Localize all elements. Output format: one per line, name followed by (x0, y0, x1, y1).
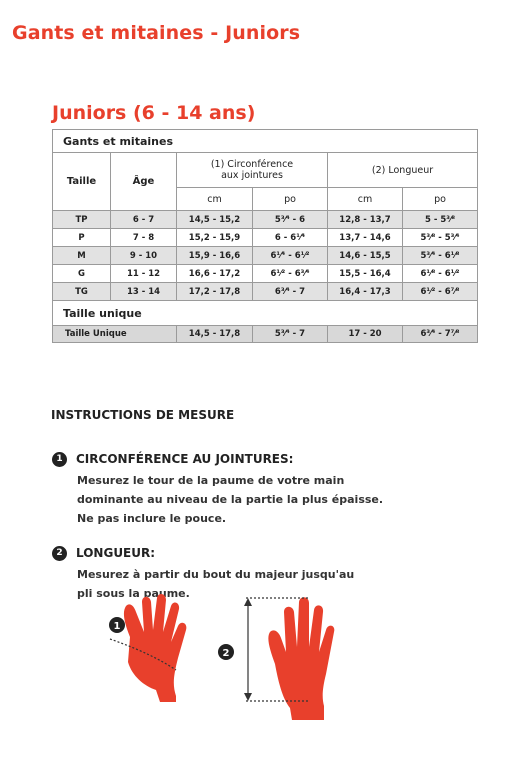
cell-circ-cm: 16,6 - 17,2 (177, 265, 253, 283)
page-title: Gants et mitaines - Juniors (12, 22, 301, 44)
col-header-circumference-line2: aux jointures (221, 170, 283, 181)
unit-po-circ: po (253, 188, 328, 211)
cell-size: P (53, 229, 111, 247)
step-2-number-badge: 2 (52, 546, 67, 561)
step-1-number-badge: 1 (52, 452, 67, 467)
cell-age: 13 - 14 (111, 283, 177, 301)
cell-len-po: 6¹⁄⁸ - 6¹⁄² (403, 265, 478, 283)
step-2-title: LONGUEUR: (76, 546, 156, 560)
cell-len-cm: 16,4 - 17,3 (328, 283, 403, 301)
group-label: Gants et mitaines (53, 130, 478, 153)
cell-len-po: 6¹⁄² - 6⁷⁄⁸ (403, 283, 478, 301)
unit-cm-length: cm (328, 188, 403, 211)
table-row (53, 229, 478, 247)
cell-age: 6 - 7 (111, 211, 177, 229)
step-1-line: Mesurez le tour de la paume de votre main (77, 474, 345, 487)
instructions-heading: INSTRUCTIONS DE MESURE (51, 408, 235, 422)
table-group-row-unique (53, 301, 478, 326)
cell-circ-po: 6¹⁄⁴ - 6¹⁄² (253, 247, 328, 265)
section-title: Juniors (6 - 14 ans) (52, 102, 256, 124)
cell-len-cm: 15,5 - 16,4 (328, 265, 403, 283)
col-header-size: Taille (53, 153, 111, 211)
cell-size: TG (53, 283, 111, 301)
col-header-length: (2) Longueur (328, 153, 478, 188)
cell-circ-po: 6 - 6¹⁄⁴ (253, 229, 328, 247)
col-header-circumference-line1: (1) Circonférence (210, 159, 294, 170)
step-1-description (77, 471, 383, 528)
size-chart-table (52, 129, 478, 343)
step-2-line: pli sous la paume. (77, 587, 190, 600)
step-1-line: Ne pas inclure le pouce. (77, 512, 227, 525)
cell-size: M (53, 247, 111, 265)
cell-len-cm: 14,6 - 15,5 (328, 247, 403, 265)
cell-age: 11 - 12 (111, 265, 177, 283)
cell-len-cm: 17 - 20 (328, 326, 403, 343)
length-arrow-up (244, 598, 252, 606)
step-1-title: CIRCONFÉRENCE AU JOINTURES: (76, 452, 294, 466)
cell-circ-cm: 15,9 - 16,6 (177, 247, 253, 265)
cell-circ-cm: 17,2 - 17,8 (177, 283, 253, 301)
cell-len-cm: 13,7 - 14,6 (328, 229, 403, 247)
col-header-age: Âge (111, 153, 177, 211)
step-1-line: dominante au niveau de la partie la plus épaisse. (77, 493, 384, 506)
cell-size: G (53, 265, 111, 283)
table-row (53, 211, 478, 229)
cell-len-po: 5³⁄⁴ - 6¹⁄⁸ (403, 247, 478, 265)
unit-cm-circ: cm (177, 188, 253, 211)
table-row (53, 265, 478, 283)
cell-circ-po: 6¹⁄² - 6³⁄⁴ (253, 265, 328, 283)
table-row-unique (53, 326, 478, 343)
cell-age: 7 - 8 (111, 229, 177, 247)
cell-len-po: 6³⁄⁴ - 7⁷⁄⁸ (403, 326, 478, 343)
figure-label-1: 1 (113, 621, 121, 632)
length-arrow-down (244, 693, 252, 701)
hand-measurement-illustration (100, 592, 370, 732)
table-row (53, 283, 478, 301)
cell-circ-cm: 15,2 - 15,9 (177, 229, 253, 247)
table-header-row (53, 153, 478, 188)
cell-circ-po: 6³⁄⁴ - 7 (253, 283, 328, 301)
figure-label-2: 2 (222, 648, 230, 659)
cell-len-cm: 12,8 - 13,7 (328, 211, 403, 229)
cell-len-po: 5³⁄⁸ - 5³⁄⁴ (403, 229, 478, 247)
cell-len-po: 5 - 5³⁄⁸ (403, 211, 478, 229)
step-2-line: Mesurez à partir du bout du majeur jusqu'au (77, 568, 355, 581)
cell-size: Taille Unique (53, 326, 177, 343)
cell-circ-po: 5³⁄⁴ - 7 (253, 326, 328, 343)
table-row (53, 247, 478, 265)
unique-group-label: Taille unique (53, 301, 478, 326)
cell-circ-cm: 14,5 - 17,8 (177, 326, 253, 343)
unit-po-length: po (403, 188, 478, 211)
table-group-row (53, 130, 478, 153)
cell-circ-po: 5³⁄⁴ - 6 (253, 211, 328, 229)
cell-age: 9 - 10 (111, 247, 177, 265)
col-header-circumference (177, 153, 328, 188)
cell-size: TP (53, 211, 111, 229)
cell-circ-cm: 14,5 - 15,2 (177, 211, 253, 229)
